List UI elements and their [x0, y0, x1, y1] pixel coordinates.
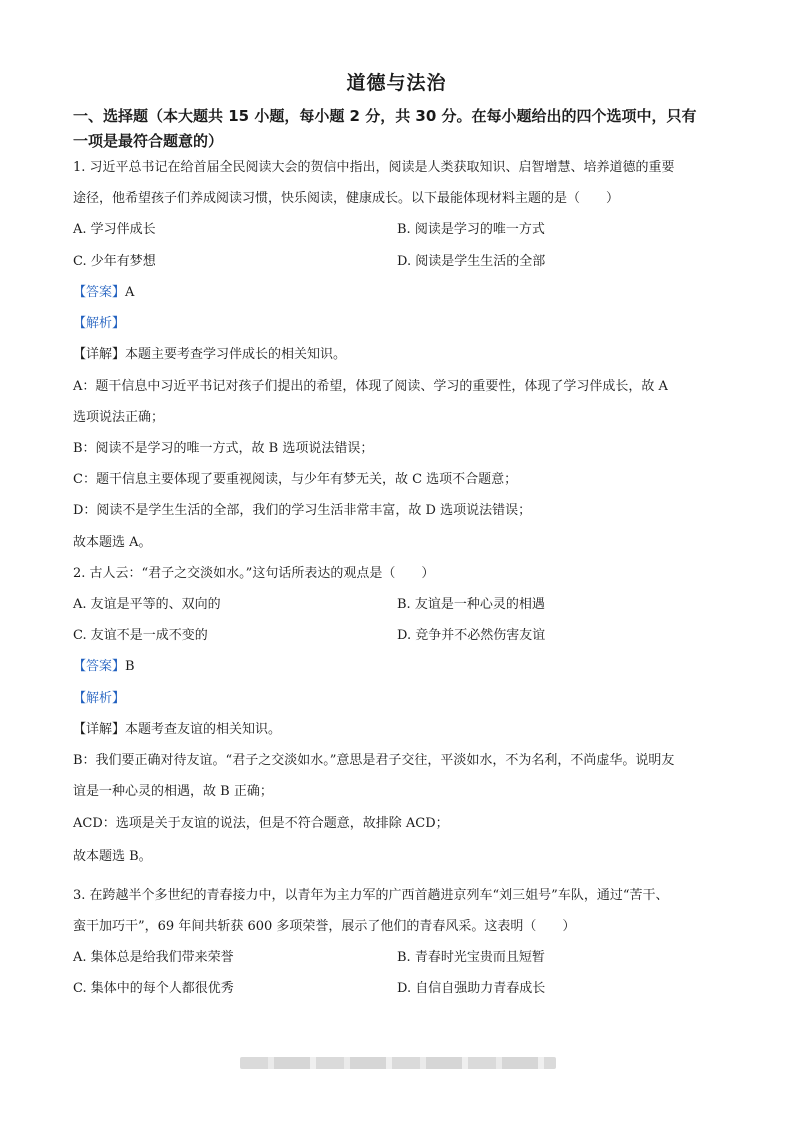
blurred-watermark — [240, 1057, 556, 1069]
option-c: C. 友谊不是一成不变的 — [73, 628, 208, 643]
option-b: B. 友谊是一种心灵的相遇 — [397, 597, 545, 612]
question-stem: 1. 习近平总书记在给首届全民阅读大会的贺信中指出，阅读是人类获取知识、启智增慧、培养道德的重要 — [73, 160, 675, 175]
detail-text: 本题主要考查学习伴成长的相关知识。 — [125, 347, 347, 362]
option-c: C. 集体中的每个人都很优秀 — [73, 981, 234, 996]
explanation-line: 谊是一种心灵的相遇，故 B 正确； — [73, 784, 273, 799]
answer-line — [73, 283, 733, 303]
section-heading-line1: 一、选择题（本大题共 15 小题，每小题 2 分，共 30 分。在每小题给出的四个选项中，只有 — [73, 107, 697, 125]
option-d: D. 竞争并不必然伤害友谊 — [397, 628, 546, 643]
detail-line — [73, 345, 733, 365]
question-stem: 3. 在跨越半个多世纪的青春接力中，以青年为主力军的广西首趟进京列车“刘三姐号”车队，通过“苦干、 — [73, 888, 669, 903]
analysis-label: 【解析】 — [73, 316, 126, 331]
page-title: 道德与法治 — [346, 72, 447, 94]
explanation-line: D：阅读不是学生生活的全部，我们的学习生活非常丰富，故 D 选项说法错误； — [73, 503, 532, 518]
explanation-line: B：我们要正确对待友谊。“君子之交淡如水。”意思是君子交往，平淡如水，不为名利，不尚虚华。说明友 — [73, 753, 675, 768]
detail-label: 【详解】 — [73, 722, 126, 737]
explanation-line: C：题干信息主要体现了要重视阅读，与少年有梦无关，故 C 选项不合题意； — [73, 472, 518, 487]
section-heading-line2: 一项是最符合题意的） — [73, 132, 224, 150]
answer-label: 【答案】 — [73, 659, 126, 674]
answer-label: 【答案】 — [73, 285, 126, 300]
option-a: A. 学习伴成长 — [73, 222, 156, 237]
option-d: D. 自信自强助力青春成长 — [397, 981, 546, 996]
option-a: A. 友谊是平等的、双向的 — [73, 597, 221, 612]
answer-value: B — [125, 659, 135, 674]
option-b: B. 阅读是学习的唯一方式 — [397, 222, 545, 237]
option-b: B. 青春时光宝贵而且短暂 — [397, 950, 545, 965]
analysis-label: 【解析】 — [73, 691, 126, 706]
explanation-line: A：题干信息中习近平书记对孩子们提出的希望，体现了阅读、学习的重要性，体现了学习伴成长，故 A — [73, 379, 668, 394]
option-c: C. 少年有梦想 — [73, 254, 156, 269]
detail-label: 【详解】 — [73, 347, 126, 362]
answer-value: A — [125, 285, 135, 300]
answer-line — [73, 657, 733, 677]
explanation-line: 故本题选 A。 — [73, 535, 152, 550]
option-a: A. 集体总是给我们带来荣誉 — [73, 950, 234, 965]
question-stem: 蛮干加巧干”，69 年间共斩获 600 多项荣誉，展示了他们的青春风采。这表明（ ） — [73, 919, 576, 934]
explanation-line: 故本题选 B。 — [73, 849, 152, 864]
question-stem: 途径，他希望孩子们养成阅读习惯，快乐阅读，健康成长。以下最能体现材料主题的是（ ） — [73, 191, 620, 206]
explanation-line: 选项说法正确； — [73, 410, 165, 425]
option-d: D. 阅读是学生生活的全部 — [397, 254, 546, 269]
explanation-line: B：阅读不是学习的唯一方式，故 B 选项说法错误； — [73, 441, 374, 456]
explanation-line: ACD：选项是关于友谊的说法，但是不符合题意，故排除 ACD； — [73, 816, 449, 831]
question-stem: 2. 古人云：“君子之交淡如水。”这句话所表达的观点是（ ） — [73, 566, 435, 581]
detail-line — [73, 720, 733, 740]
detail-text: 本题考查友谊的相关知识。 — [125, 722, 282, 737]
